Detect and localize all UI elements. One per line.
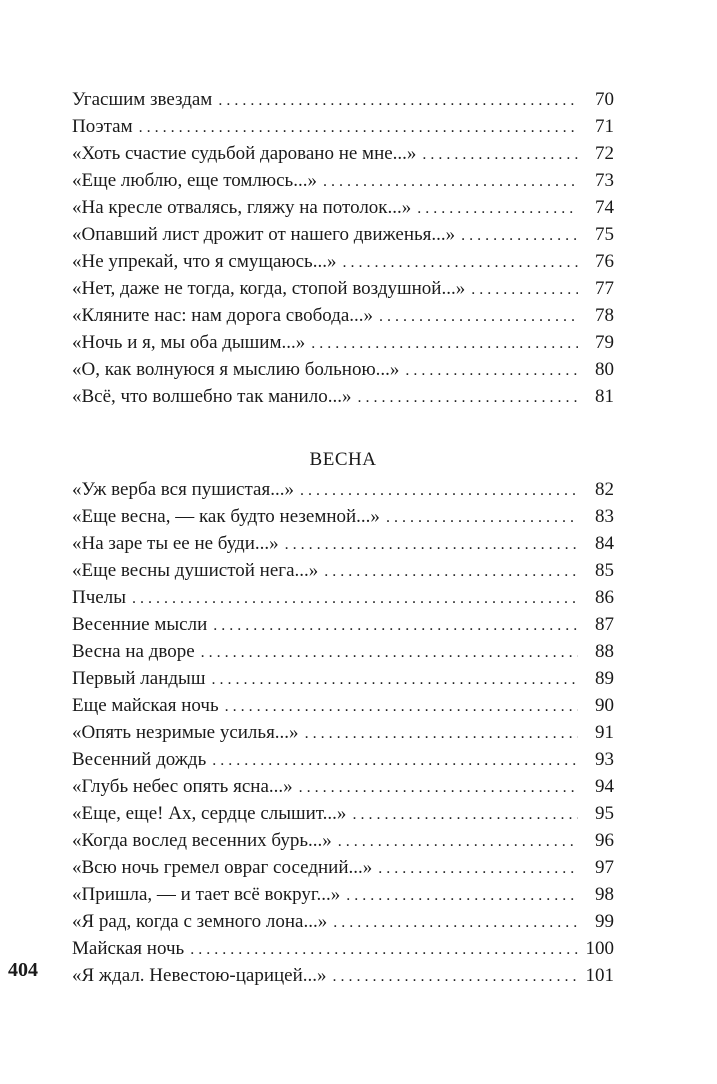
- dot-leader: [201, 639, 578, 666]
- toc-entry-page: 76: [595, 251, 614, 272]
- dot-leader: [379, 303, 578, 330]
- toc-entry: [72, 719, 614, 746]
- toc-entry-page: 98: [595, 884, 614, 905]
- toc-entry: [72, 194, 614, 221]
- dot-leader: [333, 909, 578, 936]
- dot-leader: [323, 168, 578, 195]
- toc-entry-page: 77: [595, 278, 614, 299]
- toc-entry: [72, 140, 614, 167]
- toc-entry: [72, 248, 614, 275]
- toc-entry: [72, 638, 614, 665]
- toc-entry: [72, 383, 614, 410]
- toc-entry-title: Поэтам: [72, 116, 133, 137]
- dot-leader: [132, 585, 578, 612]
- toc-entry-title: «Я рад, когда с земного лона...»: [72, 911, 328, 932]
- toc-entry-title: «Не упрекай, что я смущаюсь...»: [72, 251, 337, 272]
- dot-leader: [225, 693, 578, 720]
- toc-entry-page: 88: [595, 641, 614, 662]
- dot-leader: [386, 504, 578, 531]
- toc-entry-title: Угасшим звездам: [72, 89, 213, 110]
- toc-entry-title: «Уж верба вся пушистая...»: [72, 479, 294, 500]
- toc-entry: [72, 86, 614, 113]
- toc-entry-page: 100: [585, 938, 614, 959]
- toc-entry: [72, 611, 614, 638]
- toc-entry-page: 71: [595, 116, 614, 137]
- toc-entry-title: «Хоть счастие судьбой даровано не мне...»: [72, 143, 417, 164]
- toc-entry: [72, 854, 614, 881]
- toc-entry-page: 72: [595, 143, 614, 164]
- toc-entry-title: Пчелы: [72, 587, 126, 608]
- dot-leader: [333, 963, 578, 990]
- toc-entry: [72, 167, 614, 194]
- toc-entry: [72, 935, 614, 962]
- toc-entry: [72, 221, 614, 248]
- toc-entry-title: «Опавший лист дрожит от нашего движенья...»: [72, 224, 456, 245]
- toc-entry-page: 75: [595, 224, 614, 245]
- dot-leader: [305, 720, 578, 747]
- dot-leader: [139, 114, 578, 141]
- toc-list-spring: [72, 476, 614, 989]
- toc-entry-page: 85: [595, 560, 614, 581]
- toc-entry-page: 78: [595, 305, 614, 326]
- toc-entry-page: 101: [585, 965, 614, 986]
- toc-entry: [72, 773, 614, 800]
- toc-entry-title: «Еще, еще! Ах, сердце слышит...»: [72, 803, 347, 824]
- page-number: 404: [8, 959, 38, 981]
- toc-entry-title: «Кляните нас: нам дорога свобода...»: [72, 305, 374, 326]
- toc-entry: [72, 881, 614, 908]
- dot-leader: [218, 87, 578, 114]
- toc-entry-page: 96: [595, 830, 614, 851]
- toc-entry-title: «Всё, что волшебно так манило...»: [72, 386, 352, 407]
- dot-leader: [212, 747, 578, 774]
- dot-leader: [190, 936, 578, 963]
- dot-leader: [378, 855, 578, 882]
- toc-entry-page: 81: [595, 386, 614, 407]
- toc-entry: [72, 530, 614, 557]
- toc-entry-title: Весенний дождь: [72, 749, 207, 770]
- toc-entry-page: 94: [595, 776, 614, 797]
- toc-entry: [72, 908, 614, 935]
- toc-entry-title: «Еще весны душистой нега...»: [72, 560, 319, 581]
- toc-entry-page: 80: [595, 359, 614, 380]
- toc-entry-page: 99: [595, 911, 614, 932]
- toc-entry: [72, 746, 614, 773]
- dot-leader: [338, 828, 578, 855]
- toc-entry-page: 95: [595, 803, 614, 824]
- dot-leader: [346, 882, 578, 909]
- toc-entry-page: 97: [595, 857, 614, 878]
- toc-entry-title: «Опять незримые усилья...»: [72, 722, 299, 743]
- toc-entry-title: «Еще люблю, еще томлюсь...»: [72, 170, 317, 191]
- toc-entry-page: 90: [595, 695, 614, 716]
- dot-leader: [285, 531, 578, 558]
- toc-entry-title: Весна на дворе: [72, 641, 195, 662]
- toc-entry-title: «Когда вослед весенних бурь...»: [72, 830, 332, 851]
- toc-entry-title: «Нет, даже не тогда, когда, стопой воздушной...»: [72, 278, 466, 299]
- toc-entry-page: 87: [595, 614, 614, 635]
- dot-leader: [422, 141, 578, 168]
- toc-entry: [72, 827, 614, 854]
- toc-entry-title: Первый ландыш: [72, 668, 206, 689]
- toc-entry-title: «Еще весна, — как будто неземной...»: [72, 506, 380, 527]
- toc-entry: [72, 476, 614, 503]
- toc-entry-page: 74: [595, 197, 614, 218]
- dot-leader: [213, 612, 578, 639]
- dot-leader: [324, 558, 578, 585]
- dot-leader: [211, 666, 578, 693]
- dot-leader: [299, 774, 578, 801]
- toc-entry-title: «Я ждал. Невестою-царицей...»: [72, 965, 327, 986]
- toc-entry-page: 70: [595, 89, 614, 110]
- dot-leader: [342, 249, 578, 276]
- dot-leader: [311, 330, 578, 357]
- toc-entry-page: 86: [595, 587, 614, 608]
- toc-entry-title: Еще майская ночь: [72, 695, 219, 716]
- toc-entry-page: 93: [595, 749, 614, 770]
- dot-leader: [471, 276, 578, 303]
- toc-entry-title: «Ночь и я, мы оба дышим...»: [72, 332, 306, 353]
- toc-entry-page: 79: [595, 332, 614, 353]
- toc-entry: [72, 665, 614, 692]
- toc-entry: [72, 584, 614, 611]
- toc-list-top: [72, 86, 614, 410]
- section-heading: ВЕСНА: [309, 449, 377, 470]
- toc-entry-title: «Пришла, — и тает всё вокруг...»: [72, 884, 341, 905]
- toc-entry: [72, 356, 614, 383]
- toc-entry-title: «О, как волнуюся я мыслию больною...»: [72, 359, 400, 380]
- toc-entry: [72, 962, 614, 989]
- toc-entry: [72, 275, 614, 302]
- toc-entry: [72, 557, 614, 584]
- dot-leader: [357, 384, 578, 411]
- toc-entry-title: «На заре ты ее не буди...»: [72, 533, 279, 554]
- dot-leader: [352, 801, 578, 828]
- toc-entry-title: «Глубь небес опять ясна...»: [72, 776, 293, 797]
- toc-entry-page: 82: [595, 479, 614, 500]
- toc-entry-title: «На кресле отвалясь, гляжу на потолок...»: [72, 197, 412, 218]
- toc-entry-page: 84: [595, 533, 614, 554]
- toc-entry-page: 83: [595, 506, 614, 527]
- toc-entry-page: 73: [595, 170, 614, 191]
- toc-entry-title: «Всю ночь гремел овраг соседний...»: [72, 857, 373, 878]
- toc-entry: [72, 800, 614, 827]
- toc-entry: [72, 329, 614, 356]
- dot-leader: [461, 222, 578, 249]
- toc-entry: [72, 692, 614, 719]
- dot-leader: [405, 357, 578, 384]
- toc-entry-page: 89: [595, 668, 614, 689]
- toc-entry-title: Весенние мысли: [72, 614, 208, 635]
- dot-leader: [300, 477, 578, 504]
- toc-entry: [72, 503, 614, 530]
- toc-entry: [72, 302, 614, 329]
- toc-entry: [72, 113, 614, 140]
- toc-entry-title: Майская ночь: [72, 938, 185, 959]
- dot-leader: [417, 195, 578, 222]
- toc-entry-page: 91: [595, 722, 614, 743]
